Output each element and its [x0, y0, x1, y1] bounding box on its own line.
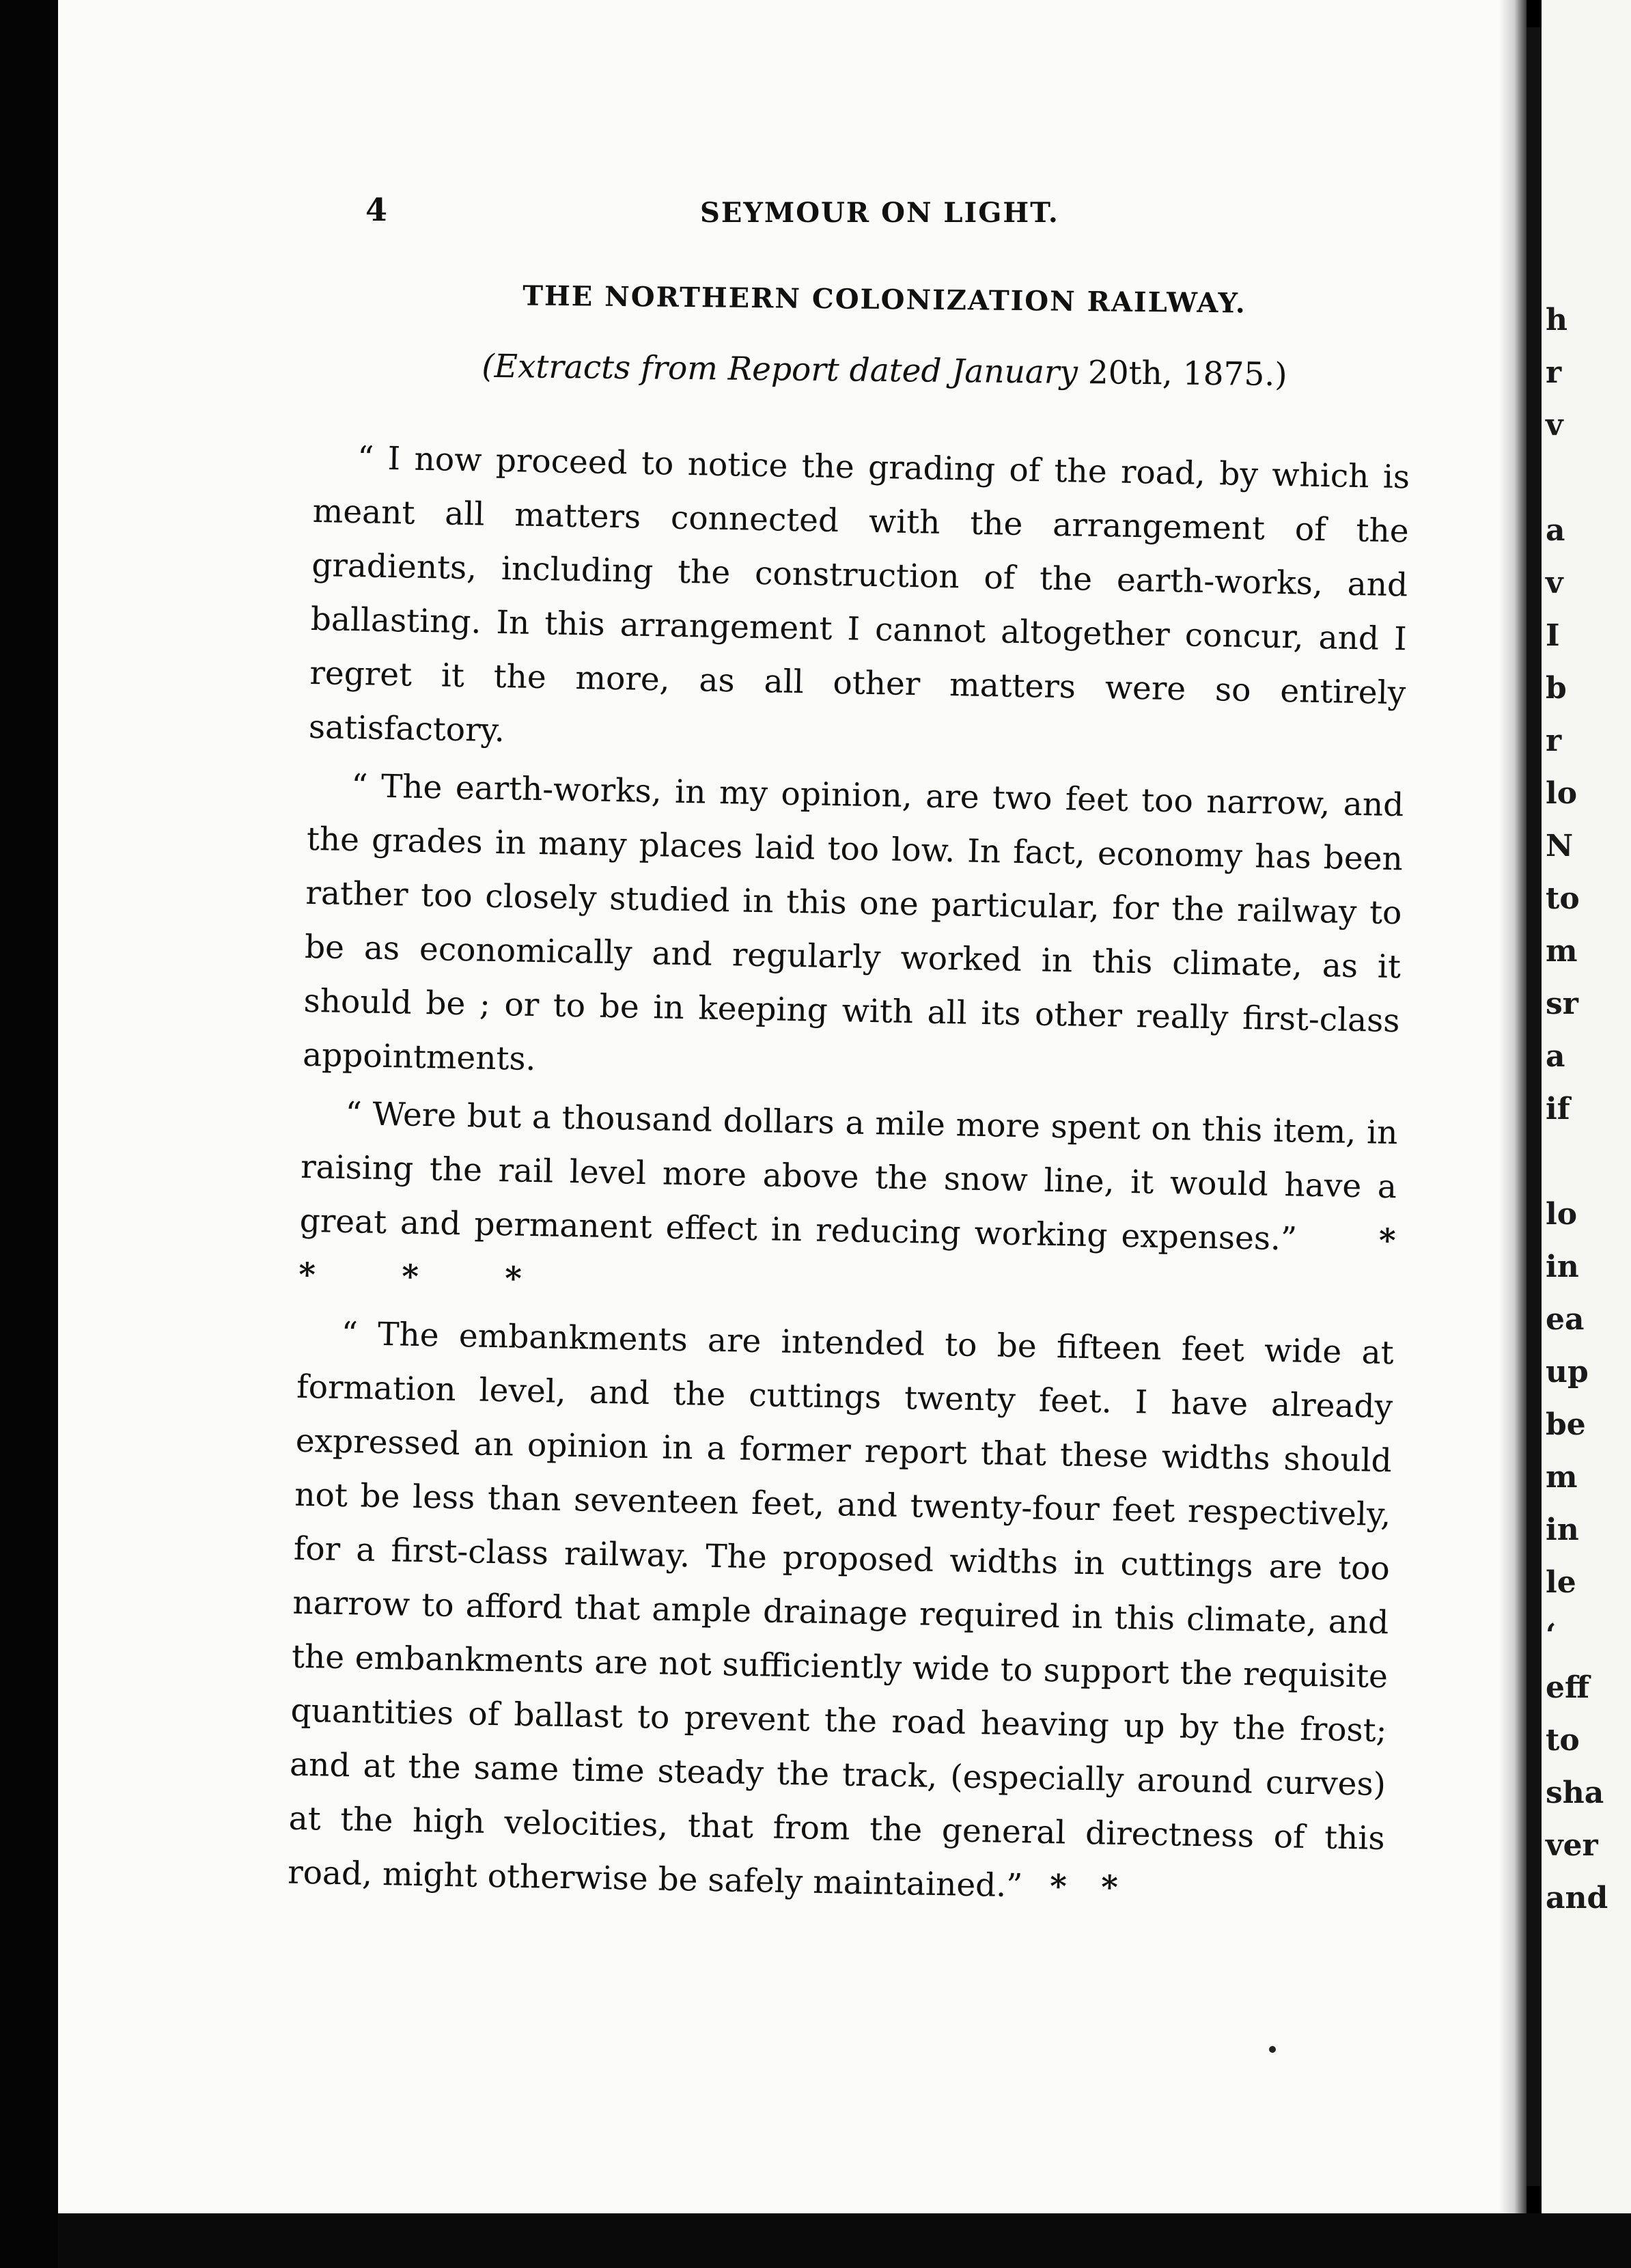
facing-page-fragment: r [1546, 723, 1562, 758]
left-scan-edge [0, 0, 58, 2268]
facing-page-fragment [1546, 1135, 1608, 1188]
facing-page-fragment [1546, 452, 1608, 504]
facing-page-fragment: lo [1546, 776, 1578, 811]
facing-page-fragment: sha [1546, 1775, 1604, 1810]
ellipsis-asterisks: * * [1049, 1868, 1119, 1907]
facing-page-fragment: ea [1546, 1302, 1585, 1337]
subtitle-date: 20th, [1087, 354, 1173, 393]
facing-page-fragment: a [1546, 1039, 1565, 1074]
facing-page-fragment: b [1546, 671, 1567, 706]
paragraph-text: “ I now proceed to notice the grading of the road, by which is meant all matters connected with the arrangement of the gradients, including the construction of the earth-works, and ballasting. In this arrangement I cannot altogether concur, and I regret it the more, as all other matters were so entirely satisfactory. [308, 439, 1410, 750]
facing-page-fragment: I [1546, 618, 1560, 653]
facing-page-fragment: v [1546, 408, 1563, 443]
facing-page-fragment: to [1546, 1723, 1580, 1758]
facing-page-fragment: be [1546, 1407, 1586, 1442]
subtitle-year: 1875.) [1182, 355, 1287, 394]
facing-page-fragment: N [1546, 829, 1574, 863]
facing-page-fragment: if [1546, 1092, 1570, 1126]
paragraph-2 [303, 758, 1404, 1102]
gutter-shadow [1499, 0, 1527, 2213]
facing-page-fragment: in [1546, 1512, 1579, 1547]
facing-page-fragment: a [1546, 513, 1565, 548]
facing-page-fragment: ‘ [1546, 1618, 1557, 1652]
running-head: SEYMOUR ON LIGHT. [700, 197, 1059, 229]
paragraph-3 [298, 1086, 1399, 1322]
facing-page-fragment: lo [1546, 1197, 1578, 1232]
facing-page-fragment: up [1546, 1355, 1589, 1389]
ink-speck [1269, 2046, 1276, 2053]
facing-page-edge [1542, 0, 1631, 2213]
binding-line [1527, 27, 1542, 2186]
page-header [365, 191, 1404, 239]
paragraph-text: “ Were but a thousand dollars a mile more spent on this item, in raising the rail level more above the snow line, it would have a great and permanent effect in reducing working expenses.” [299, 1095, 1398, 1258]
bottom-scan-edge [58, 2213, 1631, 2268]
facing-page-fragment: m [1546, 1460, 1578, 1495]
facing-page-fragment: sr [1546, 986, 1578, 1021]
body-text [288, 430, 1410, 1920]
facing-page-fragment: m [1546, 934, 1578, 969]
facing-page-fragment: to [1546, 881, 1580, 916]
facing-page-fragment: h [1546, 303, 1567, 337]
ellipsis-asterisks: * * * * [298, 1221, 1397, 1298]
facing-page-fragment: in [1546, 1249, 1579, 1284]
page-number: 4 [365, 191, 388, 228]
facing-page-fragment: v [1546, 566, 1563, 600]
paragraph-text: “ The earth-works, in my opinion, are two feet too narrow, and the grades in many places laid too low. In fact, economy has been rather too closely studied in this one particular, for the railway to be as economically and regularly worked in this climate, as it should be ; or to be in keeping with all its other really first-class appointments. [302, 767, 1404, 1079]
facing-page-fragment: le [1546, 1565, 1576, 1600]
facing-page-fragment: r [1546, 355, 1562, 390]
facing-page-text-fragments [1546, 294, 1608, 1924]
section-title: THE NORTHERN COLONIZATION RAILWAY. [522, 279, 1247, 320]
facing-page-fragment: and [1546, 1881, 1608, 1916]
facing-page-fragment: ver [1546, 1828, 1598, 1863]
subtitle-italic: (Extracts from Report dated January [482, 347, 1078, 391]
facing-page-fragment: eff [1546, 1670, 1590, 1705]
paragraph-1 [308, 430, 1410, 774]
paragraph-4 [288, 1306, 1395, 1920]
paragraph-text: “ The embankments are intended to be fifteen feet wide at formation level, and the cuttings twenty feet. I have already expressed an opinion in a former report that these widths should not be less than seventeen feet, and twenty-four feet respectively, for a first-class railway. The proposed widths in cuttings are too narrow to afford that ample drainage required in this climate, and the embankments are not sufficiently wide to support the requisite quantities of ballast to prevent the road heaving up by the frost; and at the same time steady the track, (especially around curves) at the high velocities, that from the general directness of this road, might otherwise be safely maintained.” [287, 1314, 1395, 1905]
